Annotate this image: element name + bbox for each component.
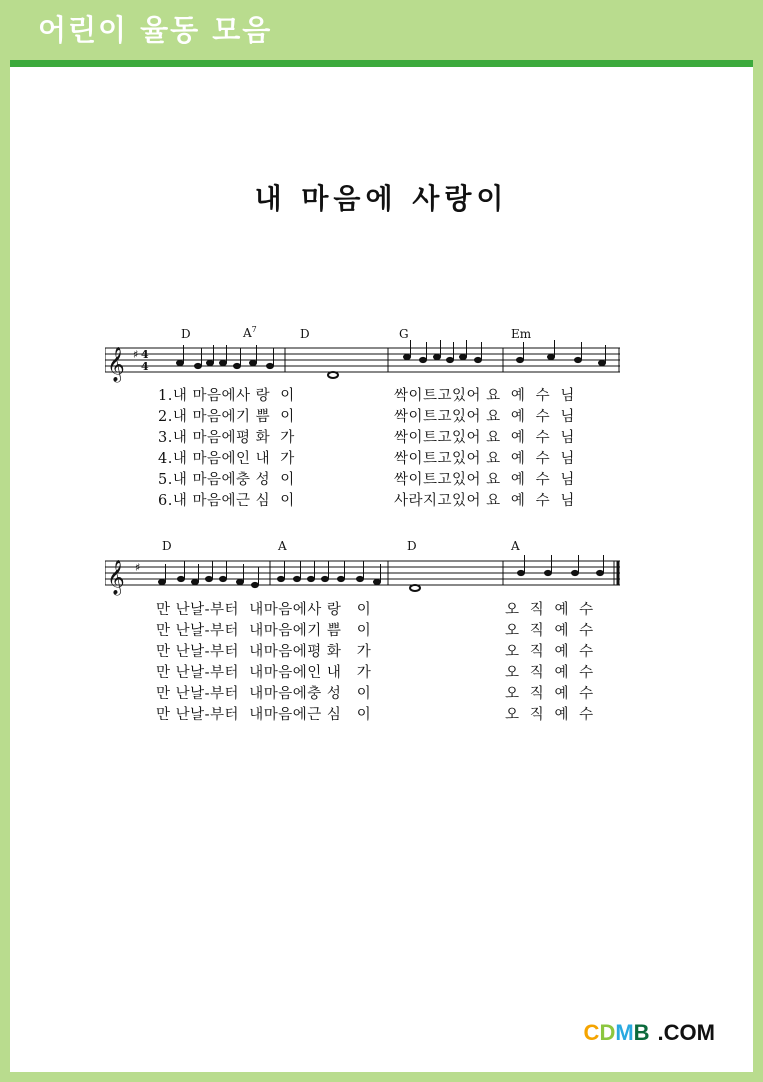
lyric-line: 6.내 마음에근 심 이 [158,493,295,509]
sharp-icon: ♯ [135,561,141,574]
header-bar [0,0,763,60]
chord-label: D [407,539,417,553]
chord-label: D [181,327,191,341]
chord-label: G [399,327,409,341]
lyric-line: 사라지고있어 요 예 수 님 [394,493,575,509]
lyric-line: 오 직 예 수 [505,707,594,723]
header-title: 어린이 율동 모음 [38,13,273,47]
lyric-line: 만 난날-부터 내마음에사 랑 이 [156,602,372,618]
lyric-line: 싹이트고있어 요 예 수 님 [394,451,575,467]
lyric-line: 오 직 예 수 [505,644,594,660]
sharp-icon: ♯ [133,348,139,361]
lyric-line: 만 난날-부터 내마음에인 내 가 [156,665,372,681]
lyric-line: 싹이트고있어 요 예 수 님 [394,388,575,404]
lyric-line: 만 난날-부터 내마음에기 쁨 이 [156,623,372,639]
lyric-line: 오 직 예 수 [505,623,594,639]
chord-label: D [300,327,310,341]
song-title: 내 마음에 사랑이 [254,182,509,215]
lyric-line: 싹이트고있어 요 예 수 님 [394,430,575,446]
lyric-line: 만 난날-부터 내마음에충 성 이 [156,686,372,702]
lyric-line: 오 직 예 수 [505,665,594,681]
treble-clef-icon: 𝄞 [107,560,125,595]
chord-label: D [162,539,172,553]
music-staff [105,340,625,390]
chord-label: Em [511,327,532,341]
brand-logo: CDMB .COM [583,1020,715,1045]
lyric-line: 3.내 마음에평 화 가 [158,430,295,446]
treble-clef-icon: 𝄞 [107,347,125,382]
chord-label: A [278,539,287,553]
lyric-line: 만 난날-부터 내마음에평 화 가 [156,644,372,660]
chord-label: $A^7$ [243,325,257,340]
lyric-line: 싹이트고있어 요 예 수 님 [394,409,575,425]
lyric-line: 만 난날-부터 내마음에근 심 이 [156,707,372,723]
lyric-line: 2.내 마음에기 쁨 이 [158,409,295,425]
lyric-line: 오 직 예 수 [505,686,594,702]
lyric-line: 오 직 예 수 [505,602,594,618]
lyric-line: 1.내 마음에사 랑 이 [158,388,295,404]
chord-label: A [511,539,520,553]
time-signature-bottom: 4 [141,360,149,373]
lyric-line: 싹이트고있어 요 예 수 님 [394,472,575,488]
music-staff [105,553,625,603]
sheet-page [10,60,753,1072]
time-signature-top: 4 [141,348,149,361]
lyric-line: 4.내 마음에인 내 가 [158,451,295,467]
lyric-line: 5.내 마음에충 성 이 [158,472,295,488]
